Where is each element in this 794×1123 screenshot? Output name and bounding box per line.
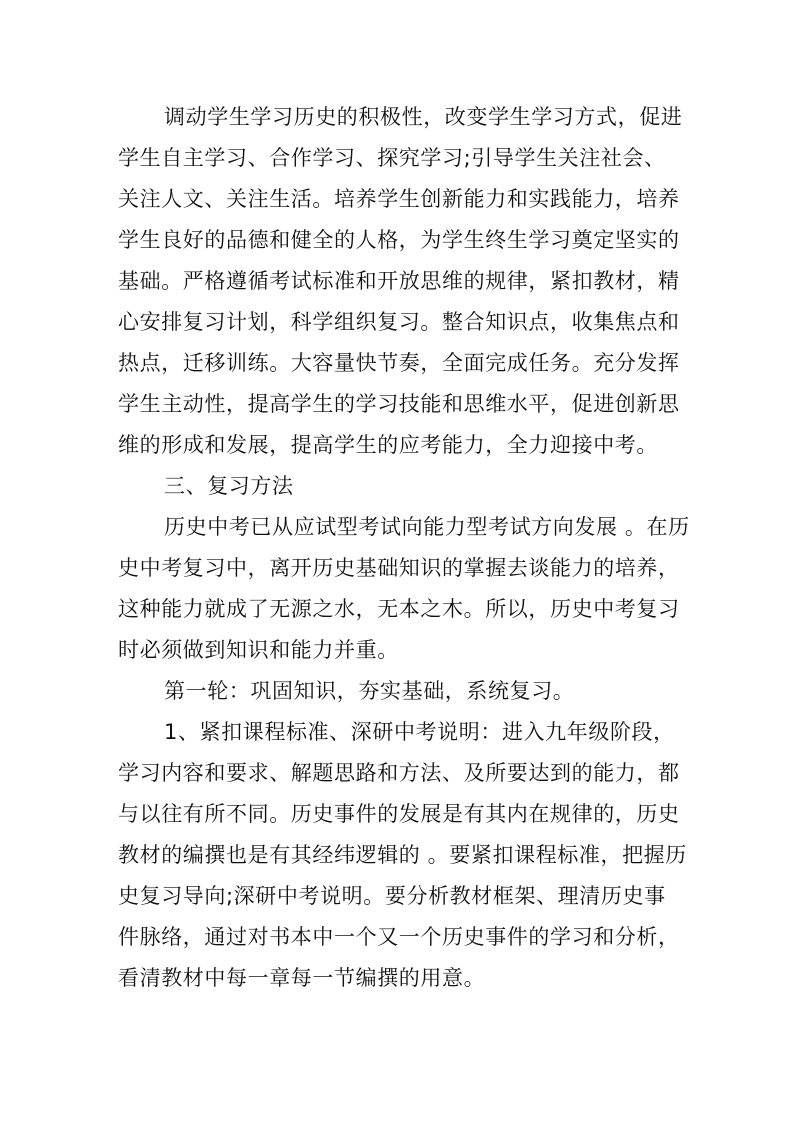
subheading: 第一轮：巩固知识，夯实基础，系统复习。 <box>164 679 575 703</box>
text-line: 关注人文、关注生活。培养学生创新能力和实践能力，培养 <box>118 187 680 211</box>
text-line: 1、紧扣课程标准、深研中考说明：进入九年级阶段， <box>164 720 675 744</box>
text-line: 维的形成和发展，提高学生的应考能力，全力迎接中考。 <box>118 433 658 457</box>
text-line: 历史中考已从应试型考试向能力型考试方向发展 。在历 <box>164 515 690 539</box>
text-line: 热点，迁移训练。大容量快节奏，全面完成任务。充分发挥 <box>118 351 680 375</box>
section-heading: 三、复习方法 <box>164 474 294 498</box>
text-line: 学生自主学习、合作学习、探究学习;引导学生关注社会、 <box>118 146 666 170</box>
text-line: 与以往有所不同。历史事件的发展是有其内在规律的，历史 <box>118 802 680 826</box>
text-line: 史中考复习中，离开历史基础知识的掌握去谈能力的培养， <box>118 556 680 580</box>
text-line: 看清教材中每一章每一节编撰的用意。 <box>118 966 486 990</box>
text-line: 学生主动性，提高学生的学习技能和思维水平，促进创新思 <box>118 392 680 416</box>
text-line: 时必须做到知识和能力并重。 <box>118 638 399 662</box>
text-line: 基础。严格遵循考试标准和开放思维的规律，紧扣教材，精 <box>118 269 680 293</box>
text-line: 史复习导向;深研中考说明。要分析教材框架、理清历史事 <box>118 884 666 908</box>
text-line: 学生良好的品德和健全的人格，为学生终生学习奠定坚实的 <box>118 228 680 252</box>
text-line: 件脉络，通过对书本中一个又一个历史事件的学习和分析， <box>118 925 680 949</box>
text-line: 心安排复习计划，科学组织复习。整合知识点，收集焦点和 <box>118 310 680 334</box>
text-line: 学习内容和要求、解题思路和方法、及所要达到的能力，都 <box>118 761 680 785</box>
text-line: 这种能力就成了无源之水，无本之木。所以，历史中考复习 <box>118 597 680 621</box>
text-line: 调动学生学习历史的积极性，改变学生学习方式，促进 <box>164 105 683 129</box>
text-line: 教材的编撰也是有其经纬逻辑的 。要紧扣课程标准，把握历 <box>118 843 687 867</box>
